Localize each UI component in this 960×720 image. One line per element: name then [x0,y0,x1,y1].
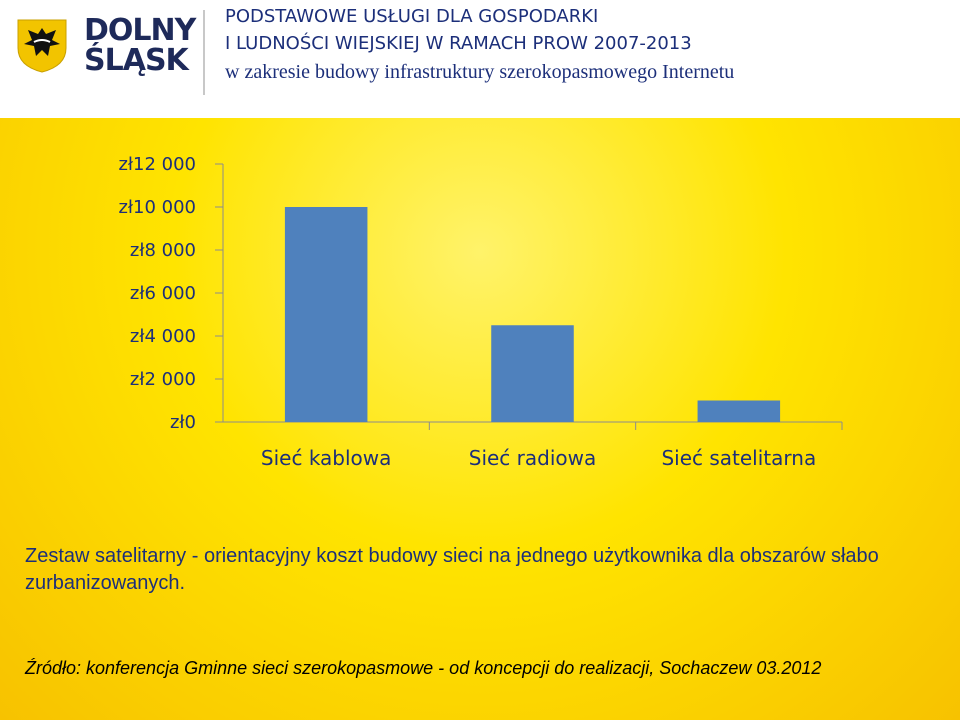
header [0,0,960,118]
y-tick-label: zł0 [169,412,196,433]
header-title-line2: I LUDNOŚCI WIEJSKIEJ W RAMACH PROW 2007-2013 [225,33,692,54]
x-category-label: Sieć kablowa [260,446,392,470]
logo-text-line1: DOLNY [84,13,196,48]
bar-0 [285,207,368,422]
y-tick-label: zł12 000 [118,154,196,175]
dolny-slask-logo [12,13,196,78]
x-category-label: Sieć satelitarna [661,446,817,470]
chart-caption: Zestaw satelitarny - orientacyjny koszt budowy sieci na jednego użytkownika dla obszarów słabo zurbanizowanych. [25,545,879,594]
eagle-emblem-icon [12,14,72,74]
source-note: Źródło: konferencja Gminne sieci szerokopasmowe - od koncepcji do realizacji, Sochaczew 03.2012 [25,658,822,678]
bar-1 [491,325,574,422]
header-divider [203,10,205,95]
cost-bar-chart [0,118,960,488]
y-tick-label: zł10 000 [118,197,196,218]
y-tick-label: zł6 000 [129,283,196,304]
x-category-label: Sieć radiowa [468,446,597,470]
bar-2 [698,401,781,423]
y-tick-label: zł4 000 [129,326,196,347]
y-tick-label: zł2 000 [129,369,196,390]
header-title-line3: w zakresie budowy infrastruktury szerokopasmowego Internetu [225,61,735,83]
logo-text-line2: ŚLĄSK [84,43,188,78]
y-tick-label: zł8 000 [129,240,196,261]
header-title-line1: PODSTAWOWE USŁUGI DLA GOSPODARKI [225,6,599,27]
